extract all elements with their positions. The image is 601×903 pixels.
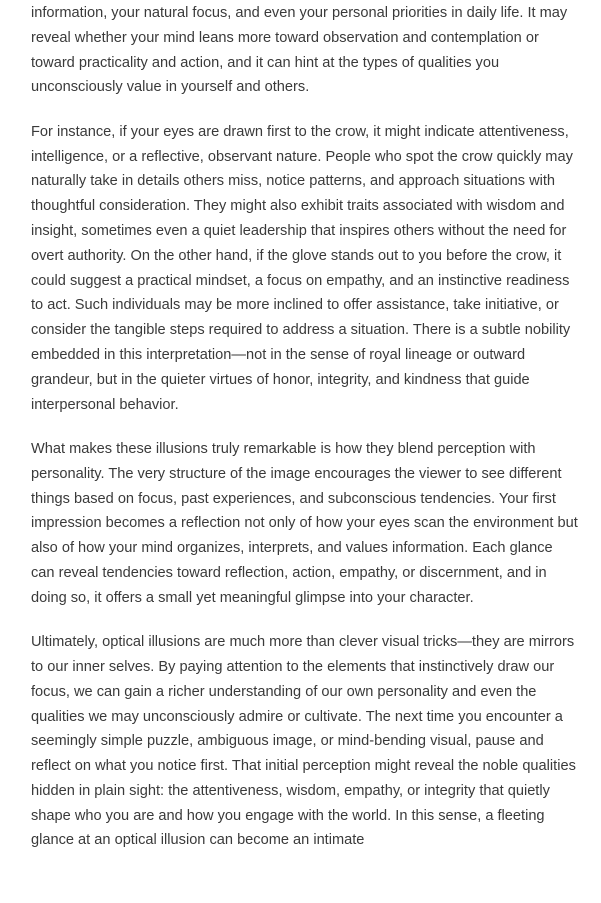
- paragraph-crow-or-glove: For instance, if your eyes are drawn first to the crow, it might indicate attentiveness, intelligence, or a reflective, observant nature. People who spot the crow quickly may naturally take in details others miss, notice patterns, and approach situations with thoughtful consideration. They might also exhibit traits associated with wisdom and insight, sometimes even a quiet leadership that inspires others without the need for overt authority. On the other hand, if the glove stands out to you before the crow, it could suggest a practical mindset, a focus on empathy, and an instinctive readiness to act. Such individuals may be more inclined to offer assistance, take initiative, or consider the tangible steps required to address a situation. There is a subtle nobility embedded in this interpretation—not in the sense of royal lineage or outward grandeur, but in the quieter virtues of honor, integrity, and kindness that guide interpersonal behavior.: [31, 123, 573, 413]
- paragraph-conclusion: Ultimately, optical illusions are much more than clever visual tricks—they are mirrors to our inner selves. By paying attention to the elements that instinctively draw our focus, we can gain a richer understanding of our own personality and even the qualities we may unconsciously admire or cultivate. The next time you encounter a seemingly simple puzzle, ambiguous image, or mind-bending visual, pause and reflect on what you notice first. That initial perception might reveal the noble qualities hidden in plain sight: the attentiveness, wisdom, empathy, or integrity that quietly shape who you are and how you engage with the world. In this sense, a fleeting glance at an optical illusion can become an intimate: [31, 634, 576, 849]
- paragraph-perception-personality: What makes these illusions truly remarkable is how they blend perception with personality. The very structure of the image encourages the viewer to see different things based on focus, past experiences, and subconscious tendencies. Your first impression becomes a reflection not only of how your eyes scan the environment but also of how your mind organizes, interprets, and values information. Each glance can reveal tendencies toward reflection, action, empathy, or discernment, and in doing so, it offers a small yet meaningful glimpse into your character.: [31, 440, 578, 606]
- article-body: [31, 1, 579, 873]
- paragraph-intro-continuation: information, your natural focus, and even your personal priorities in daily life. It may reveal whether your mind leans more toward observation and contemplation or toward practicality and action, and it can hint at the types of qualities you unconsciously value in yourself and others.: [31, 5, 568, 96]
